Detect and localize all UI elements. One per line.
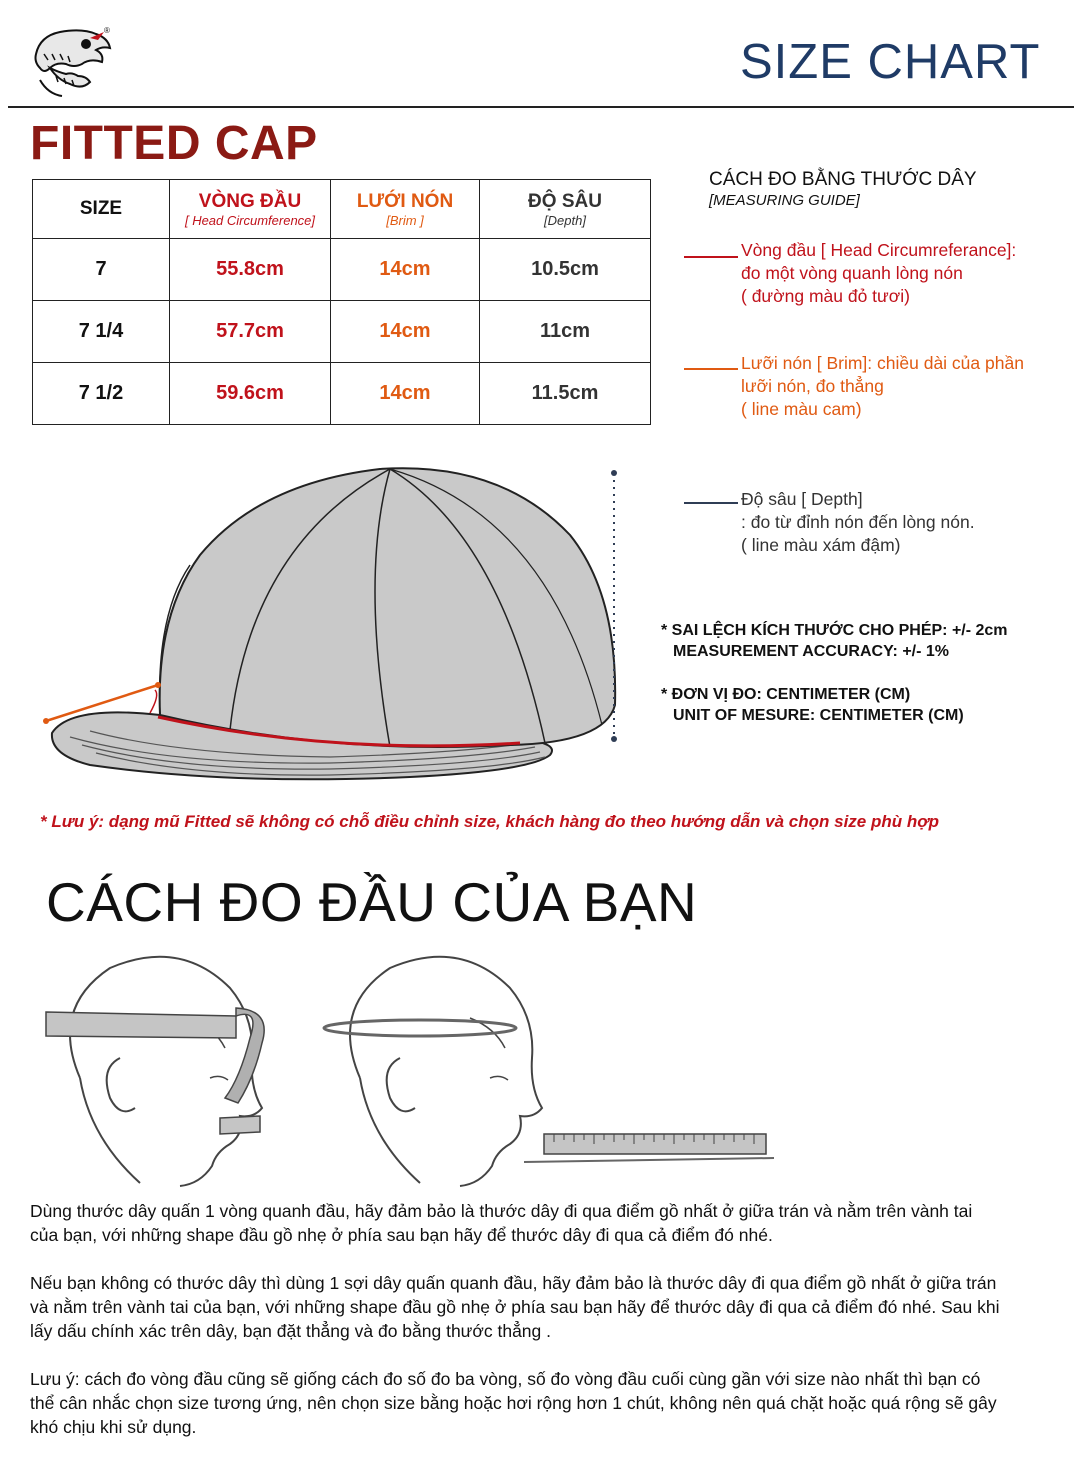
ruler-icon bbox=[524, 1134, 774, 1162]
header-divider bbox=[8, 106, 1074, 108]
head-measure-illustrations bbox=[40, 948, 780, 1188]
legend-head: Vòng đầu [ Head Circumreferance]: đo một vòng quanh lòng nón ( đường màu đỏ tươi) bbox=[741, 240, 1017, 306]
legend-line-red bbox=[684, 256, 738, 258]
registered-mark: ® bbox=[104, 26, 110, 35]
table-row bbox=[33, 363, 651, 425]
cell-brim: 14cm bbox=[331, 363, 480, 425]
cell-brim: 14cm bbox=[331, 301, 480, 363]
size-table bbox=[32, 179, 651, 425]
cell-depth: 11.5cm bbox=[480, 363, 651, 425]
cell-head: 55.8cm bbox=[170, 239, 331, 301]
how-to-title: CÁCH ĐO ĐẦU CỦA BẠN bbox=[46, 871, 698, 933]
cell-brim: 14cm bbox=[331, 239, 480, 301]
paragraph-string: Nếu bạn không có thước dây thì dùng 1 sợi dây quấn quanh đầu, hãy đảm bảo là thước dây đi qua điểm gồ nhất ở giữa trán và nằm trên vành tai của bạn, với những shape đầu gồ nhẹ ở phía sau bạn hãy để thước dây đi qua cả điểm đó nhé. Sau khi lấy dấu chính xác trên dây, bạn đặt thẳng và đo bằng thước thẳng . bbox=[30, 1273, 1000, 1341]
dinosaur-skull-icon bbox=[30, 24, 116, 100]
column-header-head: VÒNG ĐẦU [ Head Circumference] bbox=[170, 180, 331, 239]
fitted-cap-diagram bbox=[30, 455, 640, 795]
paragraph-tape: Dùng thước dây quấn 1 vòng quanh đầu, hãy đảm bảo là thước dây đi qua điểm gồ nhất ở giữa trán và nằm trên vành tai của bạn, với những shape đầu gồ nhẹ ở phía sau bạn hãy để thước dây đi qua cả điểm đó nhé. bbox=[30, 1201, 973, 1245]
guide-subtitle: [MEASURING GUIDE] bbox=[709, 192, 860, 209]
column-header-size: SIZE bbox=[33, 180, 170, 239]
table-header-row bbox=[33, 180, 651, 239]
guide-title: CÁCH ĐO BẰNG THƯỚC DÂY bbox=[709, 169, 977, 190]
legend-brim: Lưỡi nón [ Brim]: chiều dài của phần lưỡi nón, đo thẳng ( line màu cam) bbox=[741, 353, 1024, 419]
column-header-depth: ĐỘ SÂU [Depth] bbox=[480, 180, 651, 239]
cell-size: 7 1/4 bbox=[33, 301, 170, 363]
head-with-string-icon bbox=[324, 957, 542, 1186]
fitted-note: * Lưu ý: dạng mũ Fitted sẽ không có chỗ điều chỉnh size, khách hàng đo theo hướng dẫn và chọn size phù hợp bbox=[40, 812, 940, 831]
product-title: FITTED CAP bbox=[30, 117, 318, 170]
page-title: SIZE CHART bbox=[740, 35, 1041, 89]
head-with-tape-icon bbox=[46, 957, 264, 1186]
legend-line-orange bbox=[684, 368, 738, 370]
cell-head: 59.6cm bbox=[170, 363, 331, 425]
accuracy-note: * SAI LỆCH KÍCH THƯỚC CHO PHÉP: +/- 2cm MEASUREMENT ACCURACY: +/- 1% bbox=[661, 622, 1008, 660]
cell-depth: 10.5cm bbox=[480, 239, 651, 301]
table-row bbox=[33, 239, 651, 301]
cell-size: 7 1/2 bbox=[33, 363, 170, 425]
paragraph-note: Lưu ý: cách đo vòng đầu cũng sẽ giống cách đo số đo ba vòng, số đo vòng đầu cuối cùng gần với size nào nhất thì bạn có thể cân nhắc chọn size tương ứng, nên chọn size bằng hoặc hơi rộng hơn 1 chút, không nên quá chặt hoặc quá rộng sẽ gây khó chịu khi sử dụng. bbox=[30, 1369, 997, 1437]
cell-depth: 11cm bbox=[480, 301, 651, 363]
table-row bbox=[33, 301, 651, 363]
cell-size: 7 bbox=[33, 239, 170, 301]
cell-head: 57.7cm bbox=[170, 301, 331, 363]
legend-depth: Độ sâu [ Depth] : đo từ đỉnh nón đến lòng nón. ( line màu xám đậm) bbox=[741, 489, 975, 555]
unit-note: * ĐƠN VỊ ĐO: CENTIMETER (CM) UNIT OF MESURE: CENTIMETER (CM) bbox=[661, 686, 964, 724]
column-header-brim: LƯỚI NÓN [Brim ] bbox=[331, 180, 480, 239]
legend-line-gray bbox=[684, 502, 738, 504]
